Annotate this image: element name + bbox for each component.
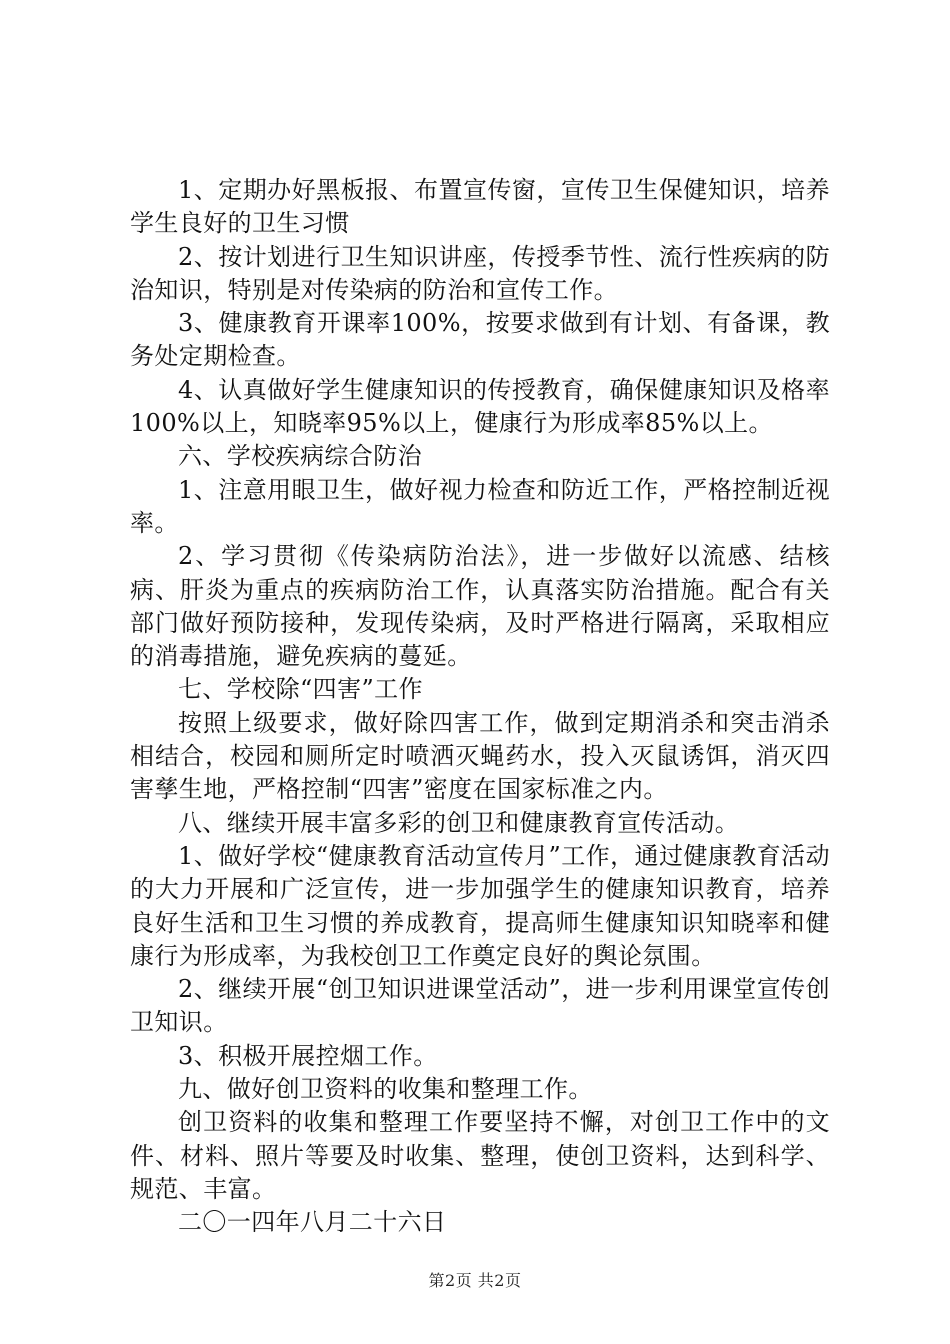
paragraph-eye-hygiene: 1、注意用眼卫生，做好视力检查和防近工作，严格控制近视率。 <box>130 475 830 537</box>
paragraph-classroom: 2、继续开展“创卫知识进课堂活动”，进一步利用课堂宣传创卫知识。 <box>130 975 830 1037</box>
paragraph-infectious-disease: 2、学习贯彻《传染病防治法》，进一步做好以流感、结核病、肝炎为重点的疾病防治工作，认真落实防治措施。配合有关部门做好预防接种，发现传染病，及时严格进行隔离，采取相应的消毒措施，避免疾病的蔓延。 <box>130 542 830 671</box>
page-number-footer: 第2页 共2页 <box>428 1271 522 1290</box>
paragraph-health-month: 1、做好学校“健康教育活动宣传月”工作，通过健康教育活动的大力开展和广泛宣传，进一步加强学生的健康知识教育，培养良好生活和卫生习惯的养成教育，提高师生健康知识知晓率和健康行为形成率，为我校创卫工作奠定良好的舆论氛围。 <box>130 841 830 970</box>
paragraph-knowledge-rate: 4、认真做好学生健康知识的传授教育，确保健康知识及格率100%以上，知晓率95%以上，健康行为形成率85%以上。 <box>130 375 830 438</box>
paragraph-course-rate: 3、健康教育开课率100%，按要求做到有计划、有备课，教务处定期检查。 <box>130 309 830 371</box>
paragraph-tobacco-control: 3、积极开展控烟工作。 <box>178 1041 438 1070</box>
section-heading-campaign: 八、继续开展丰富多彩的创卫和健康教育宣传活动。 <box>178 808 740 837</box>
paragraph-blackboard: 1、定期办好黑板报、布置宣传窗，宣传卫生保健知识，培养学生良好的卫生习惯 <box>130 176 830 238</box>
section-heading-disease-prevention: 六、学校疾病综合防治 <box>178 442 422 471</box>
paragraph-lectures: 2、按计划进行卫生知识讲座，传授季节性、流行性疾病的防治知识，特别是对传染病的防治和宣传工作。 <box>130 242 830 304</box>
document-date: 二〇一四年八月二十六日 <box>178 1208 447 1237</box>
paragraph-pest-control: 按照上级要求，做好除四害工作，做到定期消杀和突击消杀相结合，校园和厕所定时喷洒灭蝇药水，投入灭鼠诱饵，消灭四害孳生地，严格控制“四害”密度在国家标准之内。 <box>130 708 830 804</box>
section-heading-records: 九、做好创卫资料的收集和整理工作。 <box>178 1075 593 1104</box>
paragraph-records: 创卫资料的收集和整理工作要坚持不懈，对创卫工作中的文件、材料、照片等要及时收集、整理，使创卫资料，达到科学、规范、丰富。 <box>130 1108 830 1203</box>
section-heading-four-pests: 七、学校除“四害”工作 <box>178 675 423 704</box>
document-body <box>130 174 830 1240</box>
